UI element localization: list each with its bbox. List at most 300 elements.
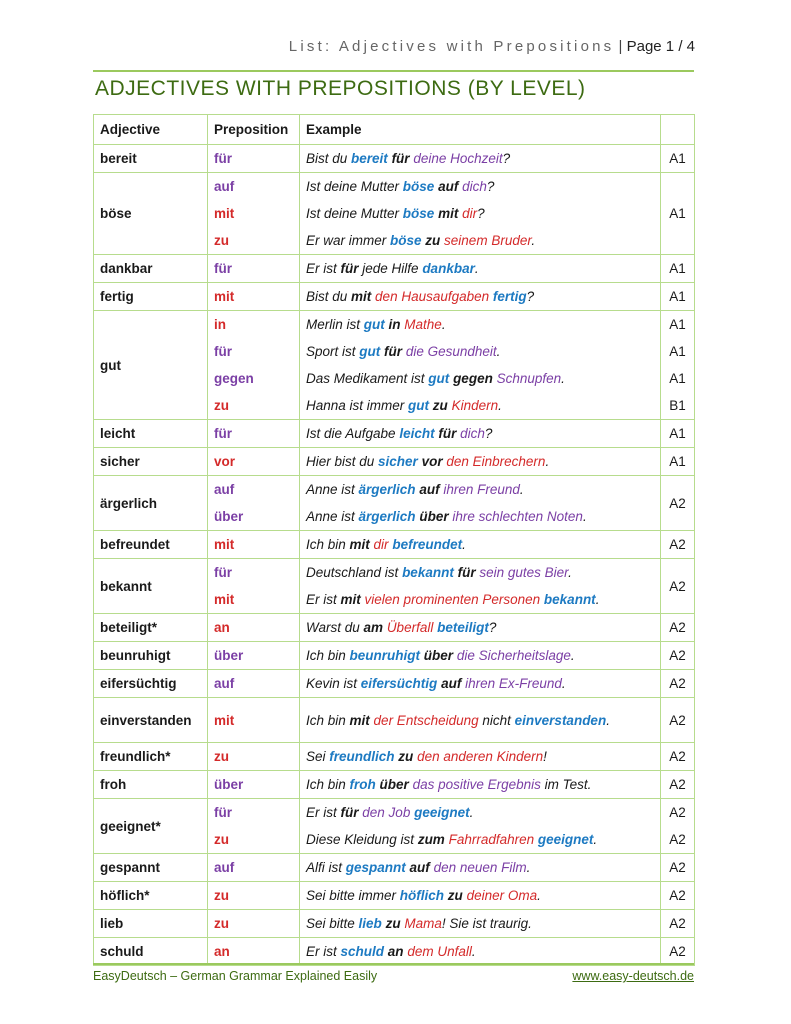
preposition: zu bbox=[214, 233, 229, 248]
preposition: auf bbox=[214, 179, 235, 194]
level-label: A2 bbox=[669, 578, 686, 594]
table-row bbox=[94, 670, 695, 698]
sentence-text: . bbox=[519, 482, 524, 497]
sentence-text: Alfi ist bbox=[306, 860, 346, 875]
preposition: an bbox=[214, 944, 230, 959]
sentence-text: Warst du bbox=[306, 620, 364, 635]
table-row bbox=[94, 910, 695, 938]
table-row bbox=[94, 799, 695, 854]
table-row bbox=[94, 476, 695, 531]
adjective-highlight: böse bbox=[402, 206, 435, 221]
adjective-cell: froh bbox=[94, 771, 208, 799]
adjective-cell: befreundet bbox=[94, 531, 208, 559]
preposition-highlight: gegen bbox=[453, 371, 493, 386]
sentence-text: . bbox=[593, 832, 598, 847]
adjective-highlight: froh bbox=[349, 777, 376, 792]
column-header-level bbox=[661, 115, 695, 145]
sentence-text: Das Medikament ist bbox=[306, 371, 429, 386]
level-label: A2 bbox=[669, 537, 686, 552]
sentence-text: Bist du bbox=[306, 151, 352, 166]
level-cell bbox=[661, 670, 695, 698]
preposition: mit bbox=[214, 537, 235, 552]
level-cell bbox=[661, 614, 695, 642]
preposition: zu bbox=[214, 888, 229, 903]
example-sentence bbox=[306, 743, 654, 770]
adjective-cell: gut bbox=[94, 311, 208, 420]
sentence-text: Anne ist bbox=[306, 482, 359, 497]
sentence-text: . bbox=[471, 944, 476, 959]
example-cell bbox=[300, 670, 661, 698]
preposition-highlight: mit bbox=[351, 289, 372, 304]
sentence-text: . bbox=[474, 261, 479, 276]
table-header-row bbox=[94, 115, 695, 145]
preposition-cell bbox=[208, 882, 300, 910]
preposition: über bbox=[214, 777, 244, 792]
example-cell bbox=[300, 255, 661, 283]
page-header bbox=[289, 38, 695, 55]
sentence-text: Er ist bbox=[306, 944, 341, 959]
level-label: A2 bbox=[669, 916, 686, 931]
sentence-text: jede Hilfe bbox=[358, 261, 423, 276]
example-cell bbox=[300, 642, 661, 670]
adjective-highlight: geeignet bbox=[537, 832, 594, 847]
adjective-highlight: befreundet bbox=[392, 537, 463, 552]
footer-brand: EasyDeutsch – German Grammar Explained Easily bbox=[93, 969, 378, 983]
level-cell bbox=[661, 448, 695, 476]
preposition-cell bbox=[208, 642, 300, 670]
sentence-text: . bbox=[561, 676, 566, 691]
object-highlight: ihren Ex-Freund bbox=[465, 676, 562, 691]
example-cell bbox=[300, 910, 661, 938]
object-highlight: der Entscheidung bbox=[373, 712, 479, 728]
level-label: A1 bbox=[669, 317, 686, 332]
table-row bbox=[94, 559, 695, 614]
preposition: für bbox=[214, 426, 232, 441]
example-sentence bbox=[306, 614, 654, 641]
preposition-cell bbox=[208, 771, 300, 799]
example-cell bbox=[300, 531, 661, 559]
preposition: über bbox=[214, 648, 244, 663]
preposition-highlight: zu bbox=[385, 916, 401, 931]
table-row bbox=[94, 614, 695, 642]
sentence-text: . bbox=[582, 509, 587, 524]
object-highlight: dich bbox=[462, 179, 487, 194]
preposition-highlight: an bbox=[387, 944, 404, 959]
adjective-cell: bereit bbox=[94, 145, 208, 173]
level-label: A2 bbox=[669, 712, 686, 728]
sentence-text: im Test. bbox=[540, 777, 592, 792]
example-sentence bbox=[306, 586, 654, 613]
preposition-highlight: auf bbox=[419, 482, 440, 497]
level-label: A2 bbox=[669, 860, 686, 875]
preposition: zu bbox=[214, 832, 229, 847]
example-sentence bbox=[306, 670, 654, 697]
level-cell bbox=[661, 882, 695, 910]
object-highlight: dich bbox=[460, 426, 485, 441]
preposition-cell bbox=[208, 910, 300, 938]
preposition: in bbox=[214, 317, 226, 332]
sentence-text: . bbox=[462, 537, 466, 552]
sentence-text: Kevin ist bbox=[306, 676, 361, 691]
sentence-text: Hier bist du bbox=[306, 454, 379, 469]
object-highlight: die Gesundheit bbox=[405, 344, 497, 359]
example-sentence bbox=[306, 559, 654, 586]
level-cell bbox=[661, 771, 695, 799]
example-sentence bbox=[306, 531, 654, 558]
top-rule bbox=[93, 70, 694, 72]
adjective-cell: freundlich* bbox=[94, 743, 208, 771]
table-row bbox=[94, 854, 695, 882]
example-sentence bbox=[306, 420, 654, 447]
level-label: A2 bbox=[669, 620, 686, 635]
sentence-text: . bbox=[595, 592, 600, 607]
adjective-highlight: höflich bbox=[399, 888, 445, 903]
preposition-cell bbox=[208, 670, 300, 698]
object-highlight: seinem Bruder bbox=[444, 233, 532, 248]
sentence-text: nicht bbox=[478, 712, 515, 728]
sentence-text: . bbox=[606, 712, 610, 728]
example-cell bbox=[300, 698, 661, 743]
object-highlight: dem Unfall bbox=[407, 944, 472, 959]
sentence-text: . bbox=[545, 454, 550, 469]
example-sentence bbox=[306, 283, 654, 310]
adjective-cell: beunruhigt bbox=[94, 642, 208, 670]
preposition: gegen bbox=[214, 371, 254, 386]
sentence-text: Er ist bbox=[306, 261, 341, 276]
preposition: für bbox=[214, 261, 232, 276]
sentence-text: Ich bin bbox=[306, 777, 350, 792]
table-row bbox=[94, 698, 695, 743]
level-cell bbox=[661, 283, 695, 311]
sentence-text: Ist deine Mutter bbox=[306, 179, 403, 194]
example-cell bbox=[300, 854, 661, 882]
preposition-cell bbox=[208, 420, 300, 448]
sentence-text: ? bbox=[484, 426, 493, 441]
object-highlight: deiner Oma bbox=[466, 888, 538, 903]
sentence-text: . bbox=[498, 398, 502, 413]
preposition-cell bbox=[208, 531, 300, 559]
footer-website-link[interactable]: www.easy-deutsch.de bbox=[572, 969, 694, 983]
sentence-text: ? bbox=[488, 620, 497, 635]
preposition: zu bbox=[214, 749, 229, 764]
adjective-highlight: geeignet bbox=[414, 805, 470, 820]
preposition-highlight: zu bbox=[398, 749, 414, 764]
column-header-example: Example bbox=[300, 115, 661, 145]
example-sentence bbox=[306, 448, 654, 475]
sentence-text: Sei bitte immer bbox=[306, 888, 400, 903]
preposition: mit bbox=[214, 206, 235, 221]
sentence-text: . bbox=[570, 648, 575, 663]
sentence-text: . bbox=[496, 344, 501, 359]
example-sentence bbox=[306, 255, 654, 282]
table-row bbox=[94, 145, 695, 173]
adjective-highlight: beunruhigt bbox=[349, 648, 421, 663]
table-row bbox=[94, 743, 695, 771]
sentence-text: ? bbox=[526, 289, 535, 304]
preposition-highlight: für bbox=[438, 426, 457, 441]
preposition-cell bbox=[208, 743, 300, 771]
level-label: A2 bbox=[669, 888, 686, 903]
level-label: A1 bbox=[669, 454, 686, 469]
sentence-text: Sei bitte bbox=[306, 916, 359, 931]
level-label: A2 bbox=[669, 648, 686, 663]
example-sentence bbox=[306, 698, 654, 742]
level-label: A2 bbox=[669, 676, 686, 691]
sentence-text: ? bbox=[477, 206, 485, 221]
example-sentence bbox=[306, 854, 654, 881]
level-cell bbox=[661, 698, 695, 743]
level-cell bbox=[661, 255, 695, 283]
adjective-cell: beteiligt* bbox=[94, 614, 208, 642]
example-sentence bbox=[306, 392, 654, 419]
preposition-highlight: in bbox=[388, 317, 401, 332]
preposition-highlight: mit bbox=[438, 206, 459, 221]
level-label: A1 bbox=[669, 151, 686, 166]
level-cell bbox=[661, 799, 695, 854]
level-cell bbox=[661, 531, 695, 559]
example-sentence bbox=[306, 771, 654, 798]
preposition-cell bbox=[208, 311, 300, 420]
table-row bbox=[94, 420, 695, 448]
object-highlight: deine Hochzeit bbox=[413, 151, 503, 166]
example-sentence bbox=[306, 145, 654, 172]
sentence-text: Er ist bbox=[306, 805, 341, 820]
adjective-highlight: dankbar bbox=[422, 261, 475, 276]
level-label: A2 bbox=[669, 805, 686, 820]
object-highlight: den neuen Film bbox=[433, 860, 527, 875]
object-highlight: den Hausaufgaben bbox=[375, 289, 490, 304]
level-label: A2 bbox=[669, 495, 686, 511]
adjective-cell: einverstanden bbox=[94, 698, 208, 743]
example-cell bbox=[300, 311, 661, 420]
level-label: A1 bbox=[669, 289, 686, 304]
sentence-text: Ist deine Mutter bbox=[306, 206, 403, 221]
preposition: mit bbox=[214, 289, 235, 304]
example-sentence bbox=[306, 365, 654, 392]
level-label: A1 bbox=[669, 426, 686, 441]
preposition-highlight: über bbox=[419, 509, 449, 524]
adjective-highlight: ärgerlich bbox=[358, 482, 416, 497]
adjective-cell: schuld bbox=[94, 938, 208, 966]
example-cell bbox=[300, 614, 661, 642]
adjective-highlight: böse bbox=[402, 179, 435, 194]
level-cell bbox=[661, 145, 695, 173]
preposition: zu bbox=[214, 916, 229, 931]
level-cell bbox=[661, 311, 695, 420]
object-highlight: Kindern bbox=[451, 398, 499, 413]
preposition-cell bbox=[208, 698, 300, 743]
preposition-highlight: über bbox=[423, 648, 454, 663]
object-highlight: den anderen Kindern bbox=[417, 749, 544, 764]
sentence-text: ! bbox=[543, 749, 547, 764]
preposition-highlight: zum bbox=[417, 832, 445, 847]
adjective-highlight: ärgerlich bbox=[358, 509, 416, 524]
preposition-highlight: zu bbox=[432, 398, 448, 413]
level-cell bbox=[661, 642, 695, 670]
adjective-highlight: gut bbox=[428, 371, 450, 386]
sentence-text: Bist du bbox=[306, 289, 352, 304]
preposition-cell bbox=[208, 559, 300, 614]
sentence-text: ! Sie ist traurig. bbox=[441, 916, 532, 931]
object-highlight: Mama bbox=[404, 916, 442, 931]
sentence-text: Ich bin bbox=[306, 712, 350, 728]
example-cell bbox=[300, 938, 661, 966]
level-label: A2 bbox=[669, 749, 686, 764]
sentence-text: Hanna ist immer bbox=[306, 398, 409, 413]
level-label: A1 bbox=[669, 344, 686, 359]
object-highlight: ihren Freund bbox=[443, 482, 520, 497]
example-sentence bbox=[306, 503, 654, 530]
table-row bbox=[94, 882, 695, 910]
sentence-text: Sport ist bbox=[306, 344, 360, 359]
preposition: für bbox=[214, 344, 232, 359]
header-separator: | bbox=[614, 38, 627, 55]
preposition-highlight: auf bbox=[409, 860, 430, 875]
preposition-highlight: über bbox=[379, 777, 409, 792]
preposition: auf bbox=[214, 676, 235, 691]
preposition-cell bbox=[208, 614, 300, 642]
example-cell bbox=[300, 420, 661, 448]
adjective-cell: sicher bbox=[94, 448, 208, 476]
sentence-text: Ich bin bbox=[306, 648, 350, 663]
example-cell bbox=[300, 448, 661, 476]
adjective-highlight: fertig bbox=[492, 289, 527, 304]
bottom-rule bbox=[93, 963, 694, 965]
level-cell bbox=[661, 173, 695, 255]
sentence-text: Er ist bbox=[306, 592, 341, 607]
level-cell bbox=[661, 420, 695, 448]
preposition-cell bbox=[208, 854, 300, 882]
object-highlight: dir bbox=[462, 206, 478, 221]
table-row bbox=[94, 311, 695, 420]
example-sentence bbox=[306, 227, 654, 254]
example-cell bbox=[300, 882, 661, 910]
table-body bbox=[94, 145, 695, 966]
sentence-text: . bbox=[537, 888, 541, 903]
object-highlight: das positive Ergebnis bbox=[412, 777, 541, 792]
level-label: B1 bbox=[669, 398, 686, 413]
preposition-highlight: auf bbox=[441, 676, 462, 691]
object-highlight: Mathe bbox=[404, 317, 442, 332]
sentence-text: . bbox=[469, 805, 474, 820]
adjective-highlight: gut bbox=[363, 317, 385, 332]
level-cell bbox=[661, 854, 695, 882]
adjective-highlight: bekannt bbox=[543, 592, 596, 607]
page-title: ADJECTIVES WITH PREPOSITIONS (BY LEVEL) bbox=[95, 77, 586, 100]
table-row bbox=[94, 642, 695, 670]
object-highlight: Fahrradfahren bbox=[448, 832, 535, 847]
example-cell bbox=[300, 771, 661, 799]
adjective-cell: lieb bbox=[94, 910, 208, 938]
example-sentence bbox=[306, 938, 654, 965]
preposition: vor bbox=[214, 454, 236, 469]
preposition-highlight: für bbox=[340, 805, 359, 820]
adjective-highlight: gespannt bbox=[345, 860, 406, 875]
level-cell bbox=[661, 910, 695, 938]
adjective-cell: eifersüchtig bbox=[94, 670, 208, 698]
object-highlight: vielen prominenten Personen bbox=[364, 592, 541, 607]
object-highlight: den Einbrechern bbox=[446, 454, 546, 469]
sentence-text: Deutschland ist bbox=[306, 565, 403, 580]
preposition: mit bbox=[214, 592, 235, 607]
adjective-cell: dankbar bbox=[94, 255, 208, 283]
adjective-cell: bekannt bbox=[94, 559, 208, 614]
example-sentence bbox=[306, 476, 654, 503]
example-sentence bbox=[306, 910, 654, 937]
example-cell bbox=[300, 743, 661, 771]
column-header-preposition: Preposition bbox=[208, 115, 300, 145]
sentence-text: Diese Kleidung ist bbox=[306, 832, 418, 847]
preposition-highlight: für bbox=[384, 344, 403, 359]
preposition-cell bbox=[208, 938, 300, 966]
sentence-text: . bbox=[526, 860, 531, 875]
sentence-text: Er war immer bbox=[306, 233, 390, 248]
level-label: A1 bbox=[669, 261, 686, 276]
preposition-highlight: für bbox=[457, 565, 476, 580]
example-sentence bbox=[306, 882, 654, 909]
preposition-highlight: für bbox=[340, 261, 359, 276]
sentence-text: Ich bin bbox=[306, 537, 350, 552]
adjectives-table bbox=[93, 114, 695, 966]
sentence-text: . bbox=[561, 371, 565, 386]
adjective-highlight: einverstanden bbox=[514, 712, 607, 728]
adjective-highlight: eifersüchtig bbox=[360, 676, 438, 691]
adjective-highlight: bekannt bbox=[402, 565, 454, 580]
object-highlight: ihre schlechten Noten bbox=[452, 509, 583, 524]
adjective-cell: ärgerlich bbox=[94, 476, 208, 531]
adjective-highlight: sicher bbox=[378, 454, 418, 469]
table-row bbox=[94, 938, 695, 966]
level-label: A2 bbox=[669, 777, 686, 792]
table-row bbox=[94, 283, 695, 311]
level-cell bbox=[661, 743, 695, 771]
adjective-cell: gespannt bbox=[94, 854, 208, 882]
header-list-label: List: Adjectives with Prepositions bbox=[288, 38, 615, 55]
example-cell bbox=[300, 283, 661, 311]
preposition-cell bbox=[208, 145, 300, 173]
table-row bbox=[94, 771, 695, 799]
object-highlight: die Sicherheitslage bbox=[456, 648, 571, 663]
table-row bbox=[94, 531, 695, 559]
example-cell bbox=[300, 799, 661, 854]
preposition-highlight: mit bbox=[349, 537, 370, 552]
adjective-highlight: böse bbox=[390, 233, 422, 248]
adjective-highlight: leicht bbox=[399, 426, 435, 441]
example-sentence bbox=[306, 200, 654, 227]
object-highlight: Schnupfen bbox=[496, 371, 562, 386]
preposition: über bbox=[214, 509, 244, 524]
preposition-cell bbox=[208, 476, 300, 531]
preposition: auf bbox=[214, 482, 235, 497]
sentence-text: . bbox=[441, 317, 446, 332]
table-row bbox=[94, 255, 695, 283]
example-sentence bbox=[306, 173, 654, 200]
level-label: A2 bbox=[669, 832, 686, 847]
example-sentence bbox=[306, 311, 654, 338]
object-highlight: den Job bbox=[362, 805, 411, 820]
table-row bbox=[94, 173, 695, 255]
preposition: für bbox=[214, 151, 232, 166]
preposition-cell bbox=[208, 283, 300, 311]
preposition-highlight: zu bbox=[447, 888, 463, 903]
sentence-text: Anne ist bbox=[306, 509, 359, 524]
adjective-highlight: gut bbox=[359, 344, 381, 359]
example-cell bbox=[300, 173, 661, 255]
sentence-text: . bbox=[531, 233, 536, 248]
adjective-cell: geeignet* bbox=[94, 799, 208, 854]
level-label: A1 bbox=[669, 206, 686, 221]
preposition: an bbox=[214, 620, 230, 635]
